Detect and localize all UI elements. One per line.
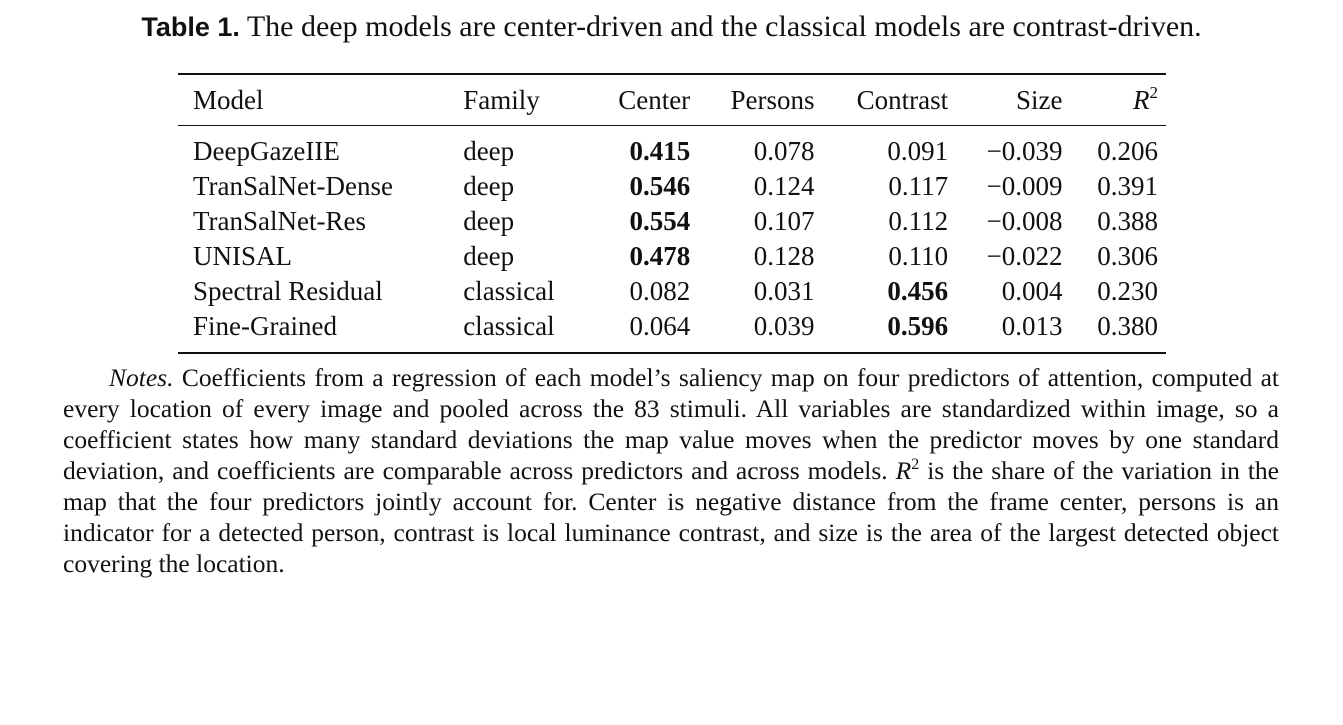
cell-contrast: 0.110: [888, 241, 949, 271]
caption-text: The deep models are center-driven and the classical models are contrast-driven.: [246, 10, 1202, 43]
table-row: [178, 126, 1166, 170]
cell-persons: 0.107: [753, 206, 815, 236]
cell-size: 0.013: [1001, 311, 1063, 341]
cell-model: Spectral Residual: [193, 276, 383, 306]
table-body: [178, 126, 1166, 354]
cell-contrast: 0.596: [887, 311, 949, 341]
notes-text-part1: Coefficients from a regression of each model’s saliency map on four predictors of attention, computed at every location of every image and pooled across the 83 stimuli. All variables are standardized within image, so a coefficient states how many standard deviations the map value moves when the predictor moves by one standard deviation, and coefficients are comparable across predictors and across models.: [63, 363, 1279, 485]
cell-center: 0.546: [629, 171, 691, 201]
cell-family: classical: [463, 311, 555, 341]
results-table-container: [178, 73, 1166, 354]
header-persons: Persons: [730, 84, 815, 115]
cell-center: 0.415: [629, 136, 691, 166]
cell-family: deep: [463, 241, 515, 271]
cell-center: 0.064: [629, 311, 691, 341]
cell-family: deep: [463, 171, 515, 201]
cell-family: deep: [463, 206, 515, 236]
cell-persons: 0.039: [753, 311, 815, 341]
header-model: Model: [193, 84, 264, 115]
header-r2-symbol: R: [1133, 84, 1150, 115]
cell-size: −0.022: [986, 241, 1063, 271]
cell-size: −0.039: [986, 136, 1063, 166]
cell-r2: 0.391: [1097, 171, 1158, 201]
cell-persons: 0.078: [753, 136, 815, 166]
cell-r2: 0.306: [1097, 241, 1158, 271]
table-row: [178, 204, 1166, 239]
table-row: [178, 169, 1166, 204]
header-r2-exponent: 2: [1149, 82, 1158, 102]
cell-contrast: 0.112: [888, 206, 949, 236]
cell-size: −0.009: [986, 171, 1063, 201]
cell-center: 0.082: [629, 276, 691, 306]
notes-r2-symbol: [896, 456, 920, 485]
cell-size: 0.004: [1001, 276, 1063, 306]
cell-family: classical: [463, 276, 555, 306]
caption-label: Table 1.: [141, 12, 240, 42]
cell-model: TranSalNet-Res: [193, 206, 366, 236]
table-row: [178, 309, 1166, 353]
table-caption: [0, 8, 1343, 46]
header-center: Center: [618, 84, 691, 115]
cell-r2: 0.380: [1097, 311, 1158, 341]
cell-persons: 0.031: [753, 276, 815, 306]
cell-family: deep: [463, 136, 515, 166]
cell-r2: 0.388: [1097, 206, 1158, 236]
cell-contrast: 0.091: [887, 136, 949, 166]
cell-model: TranSalNet-Dense: [193, 171, 393, 201]
cell-model: UNISAL: [193, 241, 292, 271]
results-table: [178, 73, 1166, 354]
table-row: [178, 239, 1166, 274]
header-r2: [1071, 74, 1166, 126]
cell-persons: 0.124: [753, 171, 815, 201]
cell-center: 0.554: [629, 206, 691, 236]
header-size: Size: [1016, 84, 1063, 115]
cell-contrast: 0.117: [888, 171, 949, 201]
header-family: Family: [463, 84, 540, 115]
cell-model: DeepGazeIIE: [193, 136, 340, 166]
cell-center: 0.478: [629, 241, 691, 271]
table-row: [178, 274, 1166, 309]
cell-r2: 0.230: [1097, 276, 1158, 306]
notes-r2-exponent: 2: [911, 456, 920, 473]
table-header-row: [178, 74, 1166, 126]
cell-model: Fine-Grained: [193, 311, 337, 341]
cell-r2: 0.206: [1097, 136, 1158, 166]
table-notes: [63, 362, 1279, 579]
header-contrast: Contrast: [856, 84, 949, 115]
notes-r2-letter: R: [895, 456, 912, 485]
notes-label: Notes.: [109, 363, 174, 392]
notes-text-part2: is the share of the variation in the map that the four predictors jointly account for. Center is negative distance from the frame center, persons is an indicator for a detected person, contrast is local luminance contrast, and size is the area of the largest detected object covering the location.: [63, 456, 1279, 578]
cell-contrast: 0.456: [887, 276, 949, 306]
cell-persons: 0.128: [753, 241, 815, 271]
cell-size: −0.008: [986, 206, 1063, 236]
